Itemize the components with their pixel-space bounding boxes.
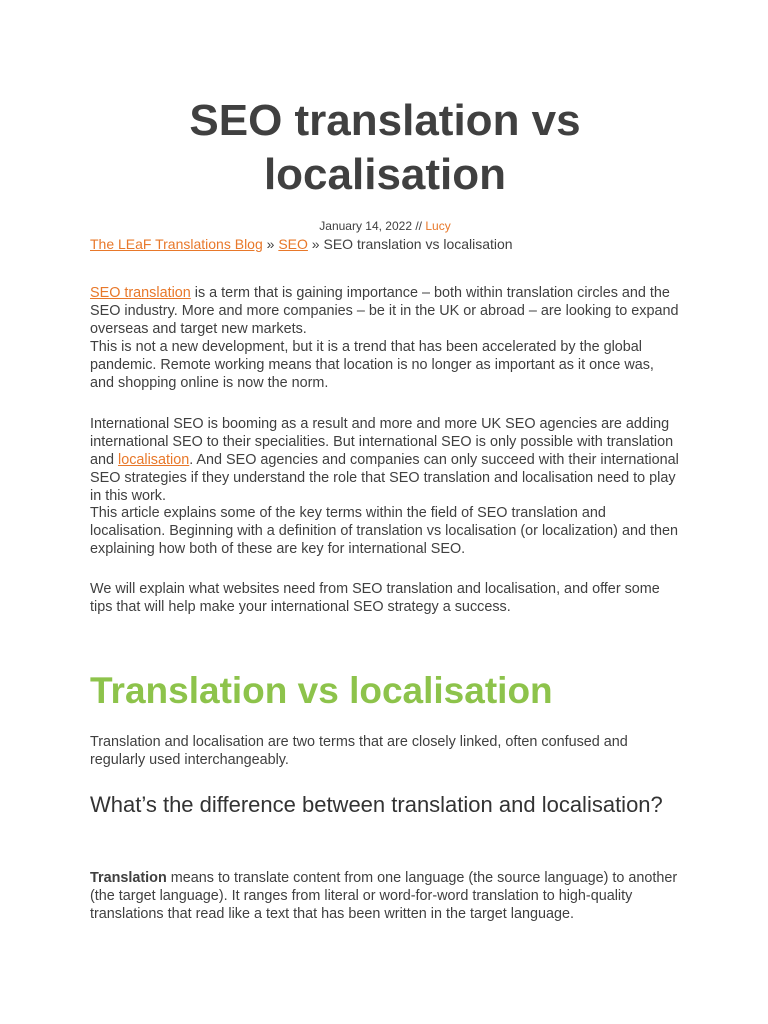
translation-definition-paragraph <box>90 869 680 923</box>
section-intro-paragraph: Translation and localisation are two terms that are closely linked, often confused and regularly used interchangeably. <box>90 734 628 768</box>
intro-paragraph <box>90 284 680 338</box>
international-seo-paragraph <box>90 415 680 505</box>
breadcrumb-home-link[interactable]: The LEaF Translations Blog <box>90 236 263 252</box>
pandemic-paragraph: This is not a new development, but it is a trend that has been accelerated by the global pandemic. Remote working means that location is no longer as important as it once was, and shopping online is now the norm. <box>90 339 654 391</box>
localisation-link[interactable]: localisation <box>118 452 190 468</box>
section-heading: Translation vs localisation <box>90 670 553 711</box>
international-seo-text-b: . And SEO agencies and companies can only succeed with their international SEO strategies if they understand the role that SEO translation and localisation need to play in this work. <box>90 452 679 504</box>
meta-separator: // <box>412 219 426 233</box>
article-overview-paragraph: This article explains some of the key terms within the field of SEO translation and localisation. Beginning with a definition of translation vs localisation (or localization) and then explaining how both of these are key for international SEO. <box>90 505 678 557</box>
page-title-line-1: SEO translation vs <box>189 96 581 145</box>
breadcrumb-current: SEO translation vs localisation <box>323 236 513 252</box>
subsection-heading: What’s the difference between translation and localisation? <box>90 792 663 817</box>
international-seo-text-a: International SEO is booming as a result and more and more UK SEO agencies are adding international SEO to their specialities. But international SEO is only possible with translation and <box>90 416 674 468</box>
translation-term: Translation <box>90 870 167 886</box>
intro-paragraph-text: is a term that is gaining importance – both within translation circles and the SEO industry. More and more companies – be it in the UK or abroad – are looking to expand overseas and target new markets. <box>90 285 679 337</box>
breadcrumb-separator: » <box>307 236 324 252</box>
page-title-line-2: localisation <box>263 150 507 199</box>
translation-definition-text: means to translate content from one language (the source language) to another (the target language). It ranges from literal or word-for-word translation to high-quality translations that read like a text that has been written in the target language. <box>90 870 678 922</box>
seo-translation-link[interactable]: SEO translation <box>90 285 191 301</box>
breadcrumb <box>90 235 710 253</box>
author-link[interactable]: Lucy <box>425 219 451 233</box>
page-title <box>90 94 680 202</box>
breadcrumb-separator: » <box>262 236 279 252</box>
post-meta <box>90 218 680 234</box>
breadcrumb-category-link[interactable]: SEO <box>278 236 308 252</box>
post-date: January 14, 2022 <box>319 219 413 233</box>
tips-paragraph: We will explain what websites need from SEO translation and localisation, and offer some tips that will help make your international SEO strategy a success. <box>90 581 660 615</box>
